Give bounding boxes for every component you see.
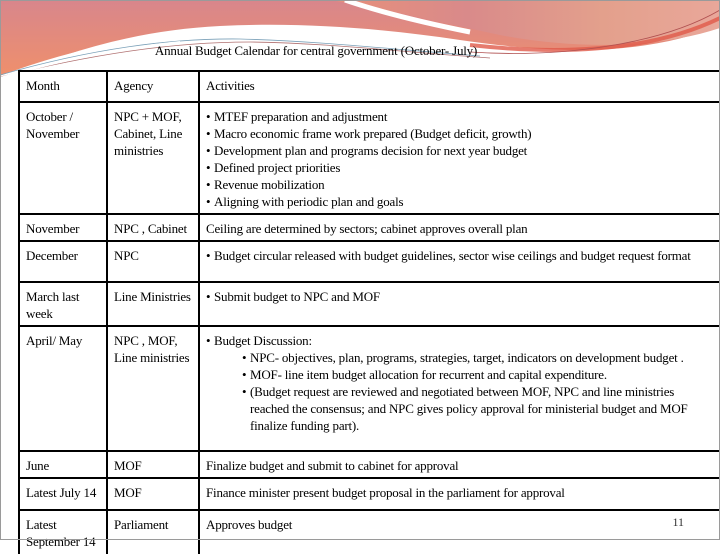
cell-month: March last week bbox=[19, 282, 107, 326]
cell-agency: NPC bbox=[107, 241, 199, 282]
page-number: 11 bbox=[672, 515, 684, 529]
table-row bbox=[19, 451, 720, 478]
table-header-row bbox=[19, 71, 720, 102]
list-item: • Budget circular released with budget guidelines, sector wise ceilings and budget request format bbox=[206, 247, 714, 264]
cell-agency: MOF bbox=[107, 451, 199, 478]
header-activities: Activities bbox=[199, 71, 720, 102]
cell-month: April/ May bbox=[19, 326, 107, 451]
table-row bbox=[19, 241, 720, 282]
table-row bbox=[19, 214, 720, 241]
list-item: • Aligning with periodic plan and goals bbox=[206, 193, 714, 210]
list-item: • Budget Discussion: bbox=[206, 332, 714, 349]
activity-list bbox=[206, 108, 714, 210]
cell-activities: Finalize budget and submit to cabinet for approval bbox=[199, 451, 720, 478]
activity-list bbox=[206, 288, 714, 305]
cell-activities bbox=[199, 282, 720, 326]
list-item: • Revenue mobilization bbox=[206, 176, 714, 193]
list-item: • MTEF preparation and adjustment bbox=[206, 108, 714, 125]
table-row bbox=[19, 510, 720, 554]
header-month: Month bbox=[19, 71, 107, 102]
list-item: • Macro economic frame work prepared (Budget deficit, growth) bbox=[206, 125, 714, 142]
table-row bbox=[19, 282, 720, 326]
cell-agency: NPC , MOF, Line ministries bbox=[107, 326, 199, 451]
decorative-header-swoosh bbox=[0, 0, 720, 80]
cell-month: Latest September 14 bbox=[19, 510, 107, 554]
cell-month: Latest July 14 bbox=[19, 478, 107, 510]
cell-month: November bbox=[19, 214, 107, 241]
activity-list bbox=[206, 332, 714, 349]
cell-activities: Approves budget bbox=[199, 510, 720, 554]
cell-agency: Parliament bbox=[107, 510, 199, 554]
table-row bbox=[19, 478, 720, 510]
list-item: • Defined project priorities bbox=[206, 159, 714, 176]
table-row bbox=[19, 102, 720, 214]
cell-month: December bbox=[19, 241, 107, 282]
list-item: • Development plan and programs decision for next year budget bbox=[206, 142, 714, 159]
cell-activities: Finance minister present budget proposal in the parliament for approval bbox=[199, 478, 720, 510]
cell-month: October / November bbox=[19, 102, 107, 214]
activity-list bbox=[206, 247, 714, 264]
list-item: • NPC- objectives, plan, programs, strategies, target, indicators on development budget . bbox=[242, 349, 714, 366]
budget-calendar-table bbox=[18, 70, 720, 554]
cell-month: June bbox=[19, 451, 107, 478]
list-item: • (Budget request are reviewed and negotiated between MOF, NPC and line ministries reached the consensus; and NPC gives policy approval for ministerial budget and MOF finalize funding part). bbox=[242, 383, 714, 434]
cell-agency: Line Ministries bbox=[107, 282, 199, 326]
list-item: • MOF- line item budget allocation for recurrent and capital expenditure. bbox=[242, 366, 714, 383]
cell-activities: Ceiling are determined by sectors; cabinet approves overall plan bbox=[199, 214, 720, 241]
slide-title: Annual Budget Calendar for central government (October- July) bbox=[154, 43, 478, 58]
cell-agency: NPC , Cabinet bbox=[107, 214, 199, 241]
cell-activities bbox=[199, 102, 720, 214]
header-agency: Agency bbox=[107, 71, 199, 102]
list-item: • Submit budget to NPC and MOF bbox=[206, 288, 714, 305]
cell-activities bbox=[199, 326, 720, 451]
cell-agency: MOF bbox=[107, 478, 199, 510]
cell-agency: NPC + MOF, Cabinet, Line ministries bbox=[107, 102, 199, 214]
table-row bbox=[19, 326, 720, 451]
activity-sublist bbox=[206, 349, 714, 434]
cell-activities bbox=[199, 241, 720, 282]
